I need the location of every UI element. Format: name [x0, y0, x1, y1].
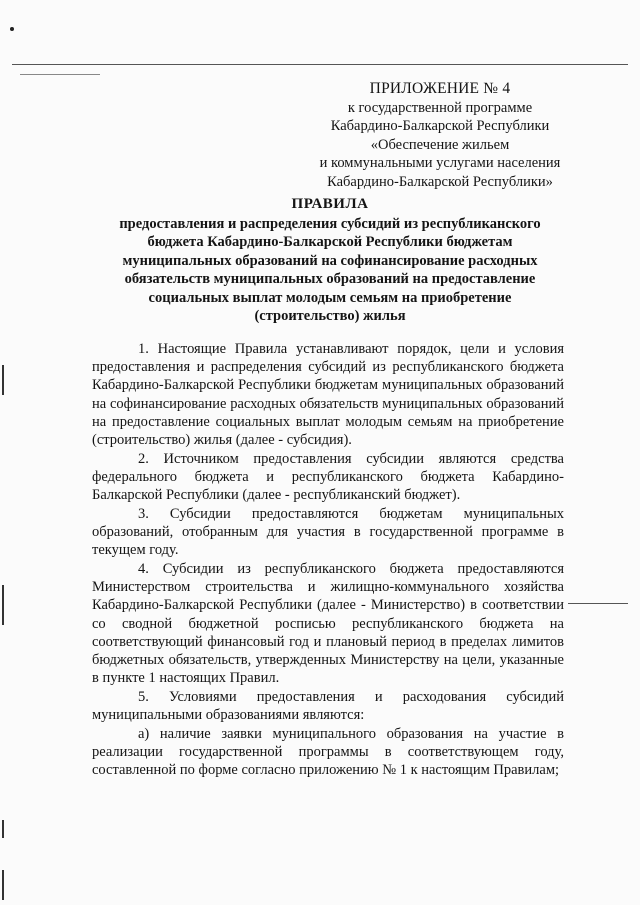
- appendix-line: и коммунальными услугами населения: [319, 155, 561, 171]
- rules-title: ПРАВИЛА: [291, 196, 369, 212]
- scan-edge-mark: [2, 870, 4, 900]
- scan-edge-mark: [2, 365, 4, 395]
- rules-subtitle-line: предоставления и распределения субсидий из республиканского: [119, 215, 541, 232]
- paragraph-1: 1. Настоящие Правила устанавливают порядок, цели и условия предоставления и распределения субсидий из республиканского бюджета Кабардино-Балкарской Республики бюджетам муниципальных образований на софинансирование расходных обязательств муниципальных образований на предоставление социальных выплат молодым семьям на приобретение (строительство) жилья (далее - субсидия).: [92, 341, 564, 449]
- appendix-title: ПРИЛОЖЕНИЕ № 4: [369, 80, 511, 97]
- paragraph-5a: а) наличие заявки муниципального образования на участие в реализации государственной программы в соответствующем году, составленной по форме согласно приложению № 1 к настоящим Правилам;: [92, 725, 564, 779]
- paragraph-3: 3. Субсидии предоставляются бюджетам муниципальных образований, отобранным для участия в государственной программе в текущем году.: [92, 505, 564, 559]
- rules-subtitle-line: муниципальных образований на софинансирование расходных: [122, 252, 538, 269]
- appendix-line: к государственной программе: [347, 99, 533, 116]
- scan-top-rule-fragment: [20, 74, 100, 75]
- paragraph-4: 4. Субсидии из республиканского бюджета предоставляются Министерством строительства и жилищно-коммунального хозяйства Кабардино-Балкарской Республики (далее - Министерство) в соответствии со сводной бюджетной росписью республиканского бюджета на соответствующий финансовый год и плановый период в пределах лимитов бюджетных обязательств, утвержденных Министерству на цели, указанные в пункте 1 настоящих Правил.: [92, 560, 564, 687]
- scan-dot-mark: [10, 27, 14, 31]
- paragraph-2: 2. Источником предоставления субсидии являются средства федерального бюджета и республиканского бюджета Кабардино-Балкарской Республики (далее - республиканский бюджет).: [92, 450, 564, 504]
- scan-right-rule: [568, 603, 628, 604]
- scan-edge-mark: [2, 585, 4, 625]
- rules-subtitle-line: обязательств муниципальных образований на предоставление: [124, 271, 536, 287]
- appendix-header: [290, 80, 590, 191]
- appendix-line: «Обеспечение жильем: [370, 136, 510, 153]
- rules-subtitle-line: (строительство) жилья: [254, 308, 406, 324]
- rules-subtitle-line: бюджета Кабардино-Балкарской Республики бюджетам: [147, 234, 513, 250]
- scan-edge-mark: [2, 820, 4, 838]
- scan-top-rule: [12, 64, 628, 65]
- rules-heading: [95, 195, 565, 326]
- paragraph-5: 5. Условиями предоставления и расходования субсидий муниципальными образованиями являются:: [92, 688, 564, 724]
- rules-subtitle-line: социальных выплат молодым семьям на приобретение: [148, 289, 512, 306]
- appendix-line: Кабардино-Балкарской Республики: [330, 118, 550, 134]
- document-body: [92, 340, 564, 780]
- appendix-line: Кабардино-Балкарской Республики»: [327, 173, 553, 190]
